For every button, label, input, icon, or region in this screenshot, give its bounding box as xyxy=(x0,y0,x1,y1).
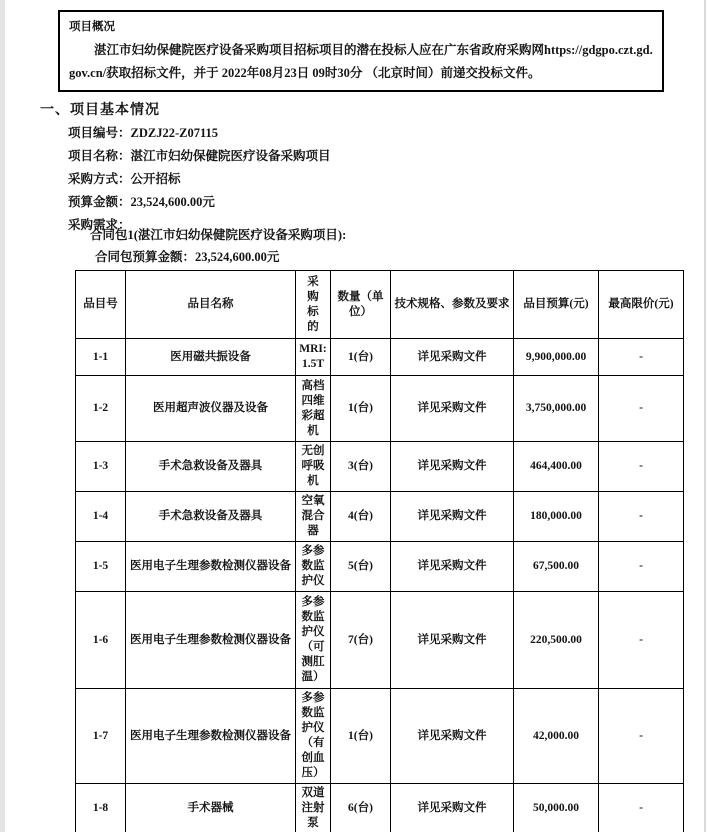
table-cell: 医用超声波仪器及设备 xyxy=(126,376,296,442)
table-cell: 1-8 xyxy=(76,784,126,832)
table-cell: 详见采购文件 xyxy=(391,689,514,784)
table-cell: MRI: 1.5T xyxy=(296,339,331,376)
procurement-items-table xyxy=(75,270,684,832)
table-cell: 464,400.00 xyxy=(514,442,599,492)
field-value: 湛江市妇幼保健院医疗设备采购项目 xyxy=(130,149,331,163)
table-cell: 手术器械 xyxy=(126,784,296,832)
project-fields xyxy=(68,122,331,237)
table-cell: 多参数监护仪（可测肛温） xyxy=(296,592,331,689)
table-row xyxy=(76,784,684,832)
table-row xyxy=(76,339,684,376)
table-cell: 1-2 xyxy=(76,376,126,442)
table-cell: 1-7 xyxy=(76,689,126,784)
table-cell: 1-3 xyxy=(76,442,126,492)
overview-body-text: 湛江市妇幼保健院医疗设备采购项目招标项目的潜在投标人应在广东省政府采购网https://gdgpo.czt.gd.gov.cn/获取招标文件，并于 2022年08月23日 09时30分 （北京时间）前递交投标文件。 xyxy=(69,43,653,80)
field-label: 采购方式： xyxy=(68,172,131,186)
table-cell: 空氧混合器 xyxy=(296,492,331,542)
table-cell: - xyxy=(599,492,684,542)
table-cell: 1(台) xyxy=(331,376,391,442)
table-header xyxy=(76,271,684,339)
page-right-edge xyxy=(704,0,706,832)
field-value: 公开招标 xyxy=(130,172,181,186)
field-budget-amount xyxy=(68,191,331,214)
table-cell: 3,750,000.00 xyxy=(514,376,599,442)
table-cell: 5(台) xyxy=(331,542,391,592)
table-cell: 医用电子生理参数检测仪器设备 xyxy=(126,689,296,784)
header-item-number: 品目号 xyxy=(76,271,126,339)
table-cell: 1-5 xyxy=(76,542,126,592)
table-cell: - xyxy=(599,376,684,442)
field-project-number xyxy=(68,122,331,145)
table-cell: 1(台) xyxy=(331,689,391,784)
header-quantity-unit: 数量（单位） xyxy=(331,271,391,339)
table-cell: 1(台) xyxy=(331,339,391,376)
table-cell: 4(台) xyxy=(331,492,391,542)
table-cell: 多参数监护仪 xyxy=(296,542,331,592)
table-cell: 1-1 xyxy=(76,339,126,376)
table-cell: 67,500.00 xyxy=(514,542,599,592)
field-label: 项目编号： xyxy=(68,126,131,140)
table-cell: 详见采购文件 xyxy=(391,339,514,376)
table-cell: 医用磁共振设备 xyxy=(126,339,296,376)
table-cell: 7(台) xyxy=(331,592,391,689)
section-title-basic-info: 一、项目基本情况 xyxy=(40,103,160,118)
contract-package xyxy=(90,224,346,268)
table-cell: - xyxy=(599,784,684,832)
table-cell: 50,000.00 xyxy=(514,784,599,832)
table-cell: - xyxy=(599,442,684,492)
field-label: 项目名称： xyxy=(68,149,131,163)
table-cell: 手术急救设备及器具 xyxy=(126,492,296,542)
table-row xyxy=(76,689,684,784)
table-cell: 双道注射泵 xyxy=(296,784,331,832)
table-cell: 详见采购文件 xyxy=(391,542,514,592)
field-label: 预算金额： xyxy=(68,195,131,209)
contract-package-title: 合同包1(湛江市妇幼保健院医疗设备采购项目): xyxy=(90,228,347,242)
field-label: 采购需求： xyxy=(68,218,131,232)
contract-package-budget: 合同包预算金额：23,524,600.00元 xyxy=(95,250,280,264)
project-overview-box xyxy=(58,10,664,92)
header-item-name: 品目名称 xyxy=(126,271,296,339)
table-cell: 详见采购文件 xyxy=(391,442,514,492)
table-cell: 详见采购文件 xyxy=(391,784,514,832)
table-cell: 多参数监护仪（有创血压） xyxy=(296,689,331,784)
table-cell: 手术急救设备及器具 xyxy=(126,442,296,492)
table-cell: 医用电子生理参数检测仪器设备 xyxy=(126,592,296,689)
field-value: ZDZJ22-Z07115 xyxy=(130,126,219,140)
table-row xyxy=(76,492,684,542)
table-cell: 无创呼吸机 xyxy=(296,442,331,492)
table-cell: 高档四维彩超机 xyxy=(296,376,331,442)
table-cell: 9,900,000.00 xyxy=(514,339,599,376)
field-project-name xyxy=(68,145,331,168)
table-cell: 220,500.00 xyxy=(514,592,599,689)
table-row xyxy=(76,442,684,492)
table-cell: 42,000.00 xyxy=(514,689,599,784)
table-cell: 6(台) xyxy=(331,784,391,832)
header-tech-specs: 技术规格、参数及要求 xyxy=(391,271,514,339)
header-procurement-target: 采购标的 xyxy=(296,271,331,339)
table-cell: 详见采购文件 xyxy=(391,376,514,442)
table-cell: 180,000.00 xyxy=(514,492,599,542)
table-row xyxy=(76,592,684,689)
table-cell: - xyxy=(599,689,684,784)
field-procurement-method xyxy=(68,168,331,191)
items-table-body xyxy=(76,339,684,832)
header-max-price-limit: 最高限价(元) xyxy=(599,271,684,339)
overview-title: 项目概况 xyxy=(69,21,115,33)
table-cell: 详见采购文件 xyxy=(391,592,514,689)
table-cell: - xyxy=(599,339,684,376)
table-cell: 1-4 xyxy=(76,492,126,542)
table-row xyxy=(76,376,684,442)
table-cell: 详见采购文件 xyxy=(391,492,514,542)
page-left-edge xyxy=(0,0,5,832)
table-cell: - xyxy=(599,542,684,592)
table-cell: 1-6 xyxy=(76,592,126,689)
table-cell: 医用电子生理参数检测仪器设备 xyxy=(126,542,296,592)
table-cell: 3(台) xyxy=(331,442,391,492)
table-row xyxy=(76,542,684,592)
table-cell: - xyxy=(599,592,684,689)
field-value: 23,524,600.00元 xyxy=(130,195,215,209)
header-item-budget: 品目预算(元) xyxy=(514,271,599,339)
